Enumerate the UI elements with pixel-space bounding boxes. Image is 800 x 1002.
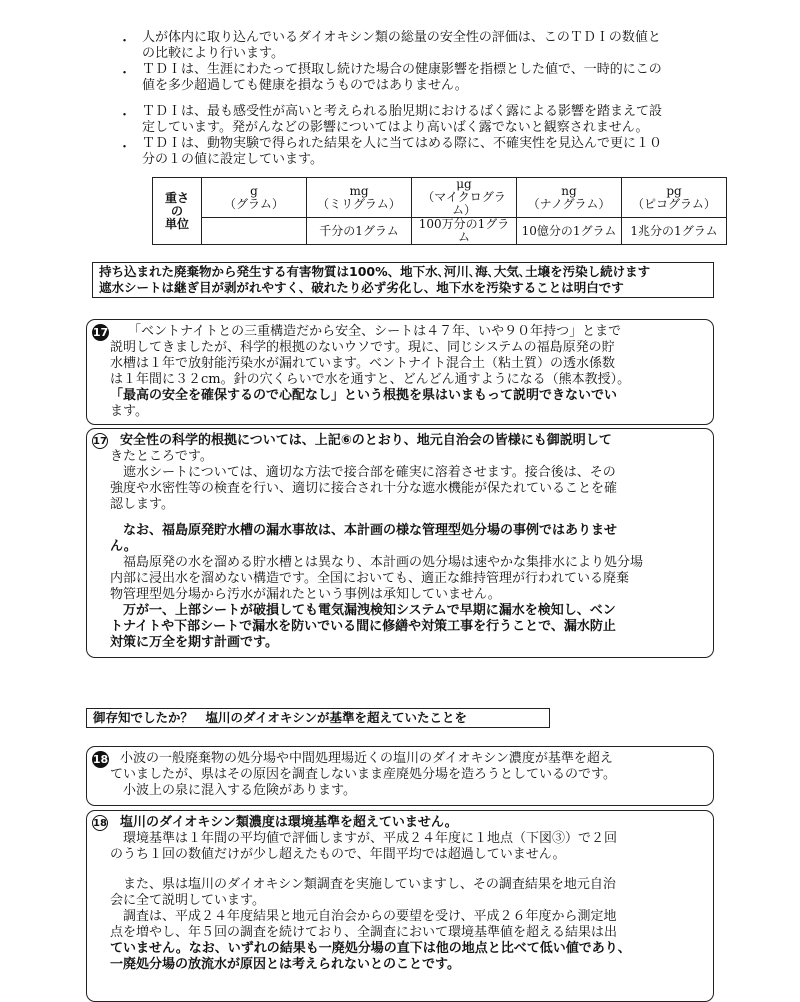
q17-line: 「ベントナイトとの三重構造だから安全、シートは４７年、いや９０年持つ」とまで	[128, 324, 622, 339]
pollution-banner	[92, 262, 714, 298]
a17-line: 認します。	[110, 497, 174, 512]
unit-cell-pg: pg （ピコグラム）	[622, 178, 727, 218]
a18-line: 環境基準は１年間の平均値で評価しますが、平成２４年度に１地点（下図③）で２回	[110, 831, 618, 846]
answer-number-badge: 18	[92, 815, 108, 831]
a17-line: きたところです。	[110, 449, 213, 464]
tdi-bullet-2-line-2: 値を多少超過しても健康を損なうものではありません。	[142, 78, 468, 93]
q18-line: ていましたが、県はその原因を調査しないまま産廃処分場を造ろうとしているのです。	[110, 767, 616, 782]
unit-desc-mg: 千分の1グラム	[307, 218, 412, 245]
a17-line: 福島原発の水を溜める貯水槽とは異なり、本計画の処分場は速やかな集排水により処分場	[110, 555, 644, 570]
unit-cell-ug: μg （マイクログラム）	[412, 178, 517, 218]
bullet-mark: ・	[118, 108, 132, 123]
unit-desc-ng: 10億分の1グラム	[517, 218, 622, 245]
tdi-bullet-1-line-1: 人が体内に取り込んでいるダイオキシン類の総量の安全性の評価は、このＴＤＩの数値と	[142, 30, 661, 45]
a17-line: なお、福島原発貯水槽の漏水事故は、本計画の様な管理型処分場の事例ではありませ	[110, 523, 618, 538]
a18-line: 調査は、平成２４年度結果と地元自治会からの要望を受け、平成２６年度から測定地	[110, 909, 617, 924]
a17-line: 内部に浸出水を溜めない構造です。全国においても、適正な維持管理が行われている廃棄	[110, 571, 629, 586]
a18-line: 会に全て説明しています。	[110, 893, 265, 908]
tdi-bullet-3-line-2: 定しています。発がんなどの影響についてはより高いばく露でないと観察されません。	[142, 120, 649, 135]
a17-line: 安全性の科学的根拠については、上記⑥のとおり、地元自治会の皆様にも御説明して	[120, 433, 612, 448]
label-line: の	[170, 203, 183, 218]
a17-line: 物管理型処分場から汚水が漏れたという事例は承知していません。	[110, 587, 501, 602]
q18-line: 小波上の泉に混入する危険があります。	[110, 783, 356, 798]
q17-line: 説明してきましたが、科学的根拠のないウソです。現に、同じシステムの福島原発の貯	[110, 340, 615, 355]
a18-line: また、県は塩川のダイオキシン類調査を実施していますし、その調査結果を地元自治	[110, 877, 616, 892]
label-line: 重さ	[164, 190, 189, 205]
tdi-bullet-4-line-1: ＴＤＩは、動物実験で得られた結果を人に当てはめる際に、不確実性を見込んで更に１０	[142, 136, 663, 151]
q17-line: 水槽は１年で放射能汚染水が漏れています。ベントナイト混合土（粘土質）の透水係数	[110, 356, 616, 371]
a17-line: ん。	[110, 539, 137, 554]
label-line: 単位	[164, 216, 189, 231]
a18-line: ていません。なお、いずれの結果も一廃処分場の直下は他の地点と比べて低い値であり、	[110, 941, 631, 956]
q17-line: ます。	[110, 404, 148, 419]
weight-units-table	[152, 177, 727, 245]
question-number-badge: 17	[92, 326, 109, 339]
answer-number-badge: 17	[92, 433, 108, 449]
bullet-mark: ・	[118, 66, 132, 81]
a17-line: トナイトや下部シートで漏水を防いでいる間に修繕や対策工事を行うことで、漏水防止	[110, 619, 616, 634]
q18-line: 小波の一般廃棄物の処分場や中間処理場近くの塩川のダイオキシン濃度が基準を超え	[120, 751, 613, 766]
tdi-bullet-4-line-2: 分の１の値に設定しています。	[142, 152, 323, 167]
unit-cell-ng: ng （ナノグラム）	[517, 178, 622, 218]
bullet-mark: ・	[118, 34, 132, 49]
tdi-bullet-2-line-1: ＴＤＩは、生涯にわたって摂取し続けた場合の健康影響を指標とした値で、一時的にこの	[142, 62, 662, 77]
unit-cell-g: g （グラム）	[202, 178, 307, 218]
a18-line: 一廃処分場の放流水が原因とは考えられないとのことです。	[110, 957, 460, 972]
unit-desc-g	[202, 218, 307, 245]
a17-line: 遮水シートについては、適切な方法で接合部を確実に溶着させます。接合後は、その	[110, 465, 616, 480]
unit-desc-pg: 1兆分の1グラム	[622, 218, 727, 245]
unit-cell-mg: mg （ミリグラム）	[307, 178, 412, 218]
dioxin-banner-text: 御存知でしたか？ 塩川のダイオキシンが基準を超えていたことを	[93, 710, 467, 725]
tdi-bullet-1-line-2: の比較により行います。	[142, 46, 284, 61]
dioxin-banner	[86, 708, 550, 728]
a17-line: 万が一、上部シートが破損しても電気漏洩検知システムで早期に漏水を検知し、ベン	[110, 603, 616, 618]
pollution-banner-line-1: 持ち込まれた廃棄物から発生する有害物質は100%、地下水､河川､海､大気､土壌を汚染し続けます	[99, 264, 651, 279]
units-table-label	[153, 178, 202, 245]
a18-line: 点を増やし、年５回の調査を続けており、全調査において環境基準値を超える結果は出	[110, 925, 618, 940]
a18-line: のうち１回の数値だけが少し超えたもので、年間平均では超過していません。	[110, 847, 566, 862]
a17-line: 対策に万全を期す計画です。	[110, 635, 278, 650]
question-number-badge: 18	[92, 753, 109, 766]
bullet-mark: ・	[118, 140, 132, 155]
q17-line: 「最高の安全を確保するので心配なし」という根拠を県はいまもって説明できないでい	[110, 388, 618, 403]
tdi-bullet-3-line-1: ＴＤＩは、最も感受性が高いと考えられる胎児期におけるばく露による影響を踏まえて設	[142, 104, 663, 119]
pollution-banner-line-2: 遮水シートは継ぎ目が剥がれやすく、破れたり必ず劣化し、地下水を汚染することは明白です	[99, 280, 624, 295]
unit-desc-ug: 100万分の1グラム	[412, 218, 517, 245]
q17-line: は１年間に３２cm。針の穴くらいで水を通すと、どんどん通すようになる（熊本教授）。	[110, 372, 631, 387]
a18-line: 塩川のダイオキシン類濃度は環境基準を超えていません。	[120, 815, 458, 830]
a17-line: 強度や水密性等の検査を行い、適切に接合され十分な遮水機能が保たれていることを確	[110, 481, 618, 496]
